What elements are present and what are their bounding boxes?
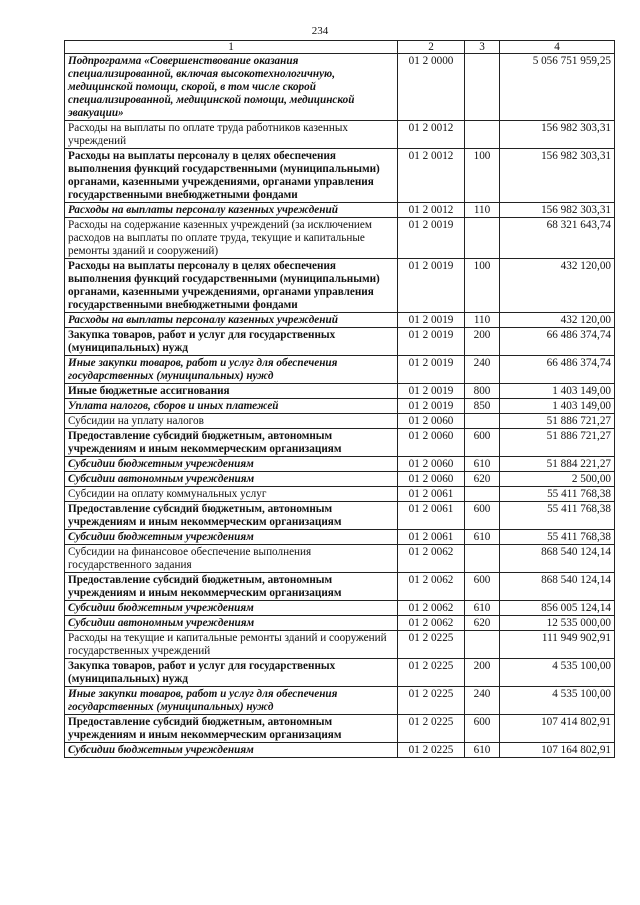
row-code-cell: 01 2 0019 — [398, 218, 465, 259]
row-code-cell: 01 2 0060 — [398, 472, 465, 487]
row-name-cell: Расходы на выплаты персоналу казенных учреждений — [65, 313, 398, 328]
row-name-cell: Подпрограмма «Совершенствование оказания специализированной, включая высокотехнологичную, медицинской помощи, скорой, в том числе скорой специализированной, медицинской помощи, медицинской эвакуации» — [65, 54, 398, 121]
table-row — [65, 616, 615, 631]
row-name-cell: Расходы на выплаты по оплате труда работников казенных учреждений — [65, 121, 398, 149]
table-row — [65, 218, 615, 259]
row-code-cell: 01 2 0019 — [398, 313, 465, 328]
row-name-cell: Расходы на выплаты персоналу казенных учреждений — [65, 203, 398, 218]
row-amount-cell: 66 486 374,74 — [500, 356, 615, 384]
row-expense-type-cell: 600 — [465, 429, 500, 457]
table-row — [65, 743, 615, 758]
row-expense-type-cell — [465, 121, 500, 149]
row-code-cell: 01 2 0061 — [398, 502, 465, 530]
row-expense-type-cell — [465, 414, 500, 429]
table-row — [65, 601, 615, 616]
table-row — [65, 259, 615, 313]
row-expense-type-cell: 100 — [465, 259, 500, 313]
row-amount-cell: 4 535 100,00 — [500, 687, 615, 715]
table-row — [65, 356, 615, 384]
table-row — [65, 414, 615, 429]
row-expense-type-cell: 850 — [465, 399, 500, 414]
row-name-cell: Расходы на выплаты персоналу в целях обеспечения выполнения функций государственными (муниципальными) органами, казенными учреждениями, органами управления государственными внебюджетными фондами — [65, 259, 398, 313]
row-name-cell: Предоставление субсидий бюджетным, автономным учреждениям и иным некоммерческим организациям — [65, 573, 398, 601]
row-amount-cell: 1 403 149,00 — [500, 384, 615, 399]
table-row — [65, 687, 615, 715]
row-expense-type-cell — [465, 54, 500, 121]
row-expense-type-cell: 610 — [465, 457, 500, 472]
row-code-cell: 01 2 0019 — [398, 259, 465, 313]
row-code-cell: 01 2 0000 — [398, 54, 465, 121]
row-name-cell: Расходы на выплаты персоналу в целях обеспечения выполнения функций государственными (муниципальными) органами, казенными учреждениями, органами управления государственными внебюджетными фондами — [65, 149, 398, 203]
header-col-2: 2 — [398, 41, 465, 54]
row-name-cell: Расходы на содержание казенных учреждений (за исключением расходов на выплаты по оплате труда, текущие и капитальные ремонты зданий и сооружений) — [65, 218, 398, 259]
table-row — [65, 659, 615, 687]
row-expense-type-cell: 600 — [465, 715, 500, 743]
row-code-cell: 01 2 0061 — [398, 487, 465, 502]
row-amount-cell: 868 540 124,14 — [500, 573, 615, 601]
row-code-cell: 01 2 0060 — [398, 457, 465, 472]
row-code-cell: 01 2 0225 — [398, 687, 465, 715]
row-name-cell: Субсидии бюджетным учреждениям — [65, 601, 398, 616]
row-amount-cell: 107 164 802,91 — [500, 743, 615, 758]
table-row — [65, 313, 615, 328]
row-name-cell: Субсидии на финансовое обеспечение выполнения государственного задания — [65, 545, 398, 573]
row-expense-type-cell — [465, 487, 500, 502]
row-code-cell: 01 2 0225 — [398, 659, 465, 687]
table-row — [65, 54, 615, 121]
row-expense-type-cell: 610 — [465, 743, 500, 758]
row-name-cell: Субсидии бюджетным учреждениям — [65, 743, 398, 758]
budget-table — [64, 40, 615, 758]
table-row — [65, 545, 615, 573]
row-code-cell: 01 2 0019 — [398, 328, 465, 356]
row-expense-type-cell — [465, 218, 500, 259]
row-amount-cell: 856 005 124,14 — [500, 601, 615, 616]
row-code-cell: 01 2 0062 — [398, 616, 465, 631]
row-amount-cell: 4 535 100,00 — [500, 659, 615, 687]
header-col-1: 1 — [65, 41, 398, 54]
row-name-cell: Субсидии автономным учреждениям — [65, 616, 398, 631]
table-row — [65, 203, 615, 218]
row-amount-cell: 156 982 303,31 — [500, 149, 615, 203]
row-name-cell: Субсидии на уплату налогов — [65, 414, 398, 429]
row-name-cell: Предоставление субсидий бюджетным, автономным учреждениям и иным некоммерческим организациям — [65, 429, 398, 457]
row-amount-cell: 66 486 374,74 — [500, 328, 615, 356]
table-row — [65, 429, 615, 457]
page-number: 234 — [311, 25, 329, 37]
row-expense-type-cell: 600 — [465, 502, 500, 530]
row-name-cell: Закупка товаров, работ и услуг для государственных (муниципальных) нужд — [65, 659, 398, 687]
row-expense-type-cell — [465, 631, 500, 659]
row-name-cell: Предоставление субсидий бюджетным, автономным учреждениям и иным некоммерческим организациям — [65, 715, 398, 743]
table-row — [65, 530, 615, 545]
row-code-cell: 01 2 0225 — [398, 743, 465, 758]
table-row — [65, 502, 615, 530]
table-row — [65, 384, 615, 399]
row-code-cell: 01 2 0062 — [398, 601, 465, 616]
row-name-cell: Предоставление субсидий бюджетным, автономным учреждениям и иным некоммерческим организациям — [65, 502, 398, 530]
row-expense-type-cell: 800 — [465, 384, 500, 399]
row-expense-type-cell — [465, 545, 500, 573]
table-row — [65, 149, 615, 203]
row-expense-type-cell: 240 — [465, 356, 500, 384]
row-code-cell: 01 2 0012 — [398, 149, 465, 203]
row-code-cell: 01 2 0019 — [398, 384, 465, 399]
row-name-cell: Иные бюджетные ассигнования — [65, 384, 398, 399]
row-code-cell: 01 2 0062 — [398, 573, 465, 601]
row-expense-type-cell: 620 — [465, 616, 500, 631]
table-row — [65, 487, 615, 502]
row-amount-cell: 68 321 643,74 — [500, 218, 615, 259]
row-amount-cell: 55 411 768,38 — [500, 487, 615, 502]
table-header-row — [65, 41, 615, 54]
table-row — [65, 328, 615, 356]
table-row — [65, 399, 615, 414]
table-row — [65, 457, 615, 472]
row-name-cell: Субсидии бюджетным учреждениям — [65, 457, 398, 472]
row-amount-cell: 156 982 303,31 — [500, 121, 615, 149]
row-expense-type-cell: 200 — [465, 659, 500, 687]
row-code-cell: 01 2 0019 — [398, 399, 465, 414]
row-expense-type-cell: 600 — [465, 573, 500, 601]
row-amount-cell: 107 414 802,91 — [500, 715, 615, 743]
row-code-cell: 01 2 0060 — [398, 429, 465, 457]
row-amount-cell: 432 120,00 — [500, 259, 615, 313]
row-amount-cell: 111 949 902,91 — [500, 631, 615, 659]
table-row — [65, 631, 615, 659]
row-code-cell: 01 2 0060 — [398, 414, 465, 429]
row-amount-cell: 12 535 000,00 — [500, 616, 615, 631]
row-amount-cell: 55 411 768,38 — [500, 530, 615, 545]
row-expense-type-cell: 240 — [465, 687, 500, 715]
row-name-cell: Субсидии бюджетным учреждениям — [65, 530, 398, 545]
row-code-cell: 01 2 0225 — [398, 631, 465, 659]
header-col-3: 3 — [465, 41, 500, 54]
row-code-cell: 01 2 0061 — [398, 530, 465, 545]
row-amount-cell: 156 982 303,31 — [500, 203, 615, 218]
row-expense-type-cell: 620 — [465, 472, 500, 487]
header-col-4: 4 — [500, 41, 615, 54]
row-code-cell: 01 2 0062 — [398, 545, 465, 573]
row-amount-cell: 51 886 721,27 — [500, 414, 615, 429]
row-expense-type-cell: 100 — [465, 149, 500, 203]
row-name-cell: Иные закупки товаров, работ и услуг для обеспечения государственных (муниципальных) нужд — [65, 356, 398, 384]
row-name-cell: Расходы на текущие и капитальные ремонты зданий и сооружений государственных учреждений — [65, 631, 398, 659]
row-expense-type-cell: 610 — [465, 601, 500, 616]
row-expense-type-cell: 110 — [465, 313, 500, 328]
row-amount-cell: 868 540 124,14 — [500, 545, 615, 573]
row-name-cell: Закупка товаров, работ и услуг для государственных (муниципальных) нужд — [65, 328, 398, 356]
row-name-cell: Субсидии автономным учреждениям — [65, 472, 398, 487]
row-amount-cell: 1 403 149,00 — [500, 399, 615, 414]
row-expense-type-cell: 200 — [465, 328, 500, 356]
row-name-cell: Иные закупки товаров, работ и услуг для обеспечения государственных (муниципальных) нужд — [65, 687, 398, 715]
row-expense-type-cell: 610 — [465, 530, 500, 545]
row-amount-cell: 5 056 751 959,25 — [500, 54, 615, 121]
row-amount-cell: 2 500,00 — [500, 472, 615, 487]
row-amount-cell: 51 886 721,27 — [500, 429, 615, 457]
row-expense-type-cell: 110 — [465, 203, 500, 218]
table-row — [65, 715, 615, 743]
row-code-cell: 01 2 0012 — [398, 203, 465, 218]
row-name-cell: Уплата налогов, сборов и иных платежей — [65, 399, 398, 414]
row-name-cell: Субсидии на оплату коммунальных услуг — [65, 487, 398, 502]
table-row — [65, 121, 615, 149]
row-code-cell: 01 2 0225 — [398, 715, 465, 743]
row-amount-cell: 55 411 768,38 — [500, 502, 615, 530]
table-row — [65, 573, 615, 601]
row-code-cell: 01 2 0019 — [398, 356, 465, 384]
table-row — [65, 472, 615, 487]
row-amount-cell: 51 884 221,27 — [500, 457, 615, 472]
row-code-cell: 01 2 0012 — [398, 121, 465, 149]
row-amount-cell: 432 120,00 — [500, 313, 615, 328]
